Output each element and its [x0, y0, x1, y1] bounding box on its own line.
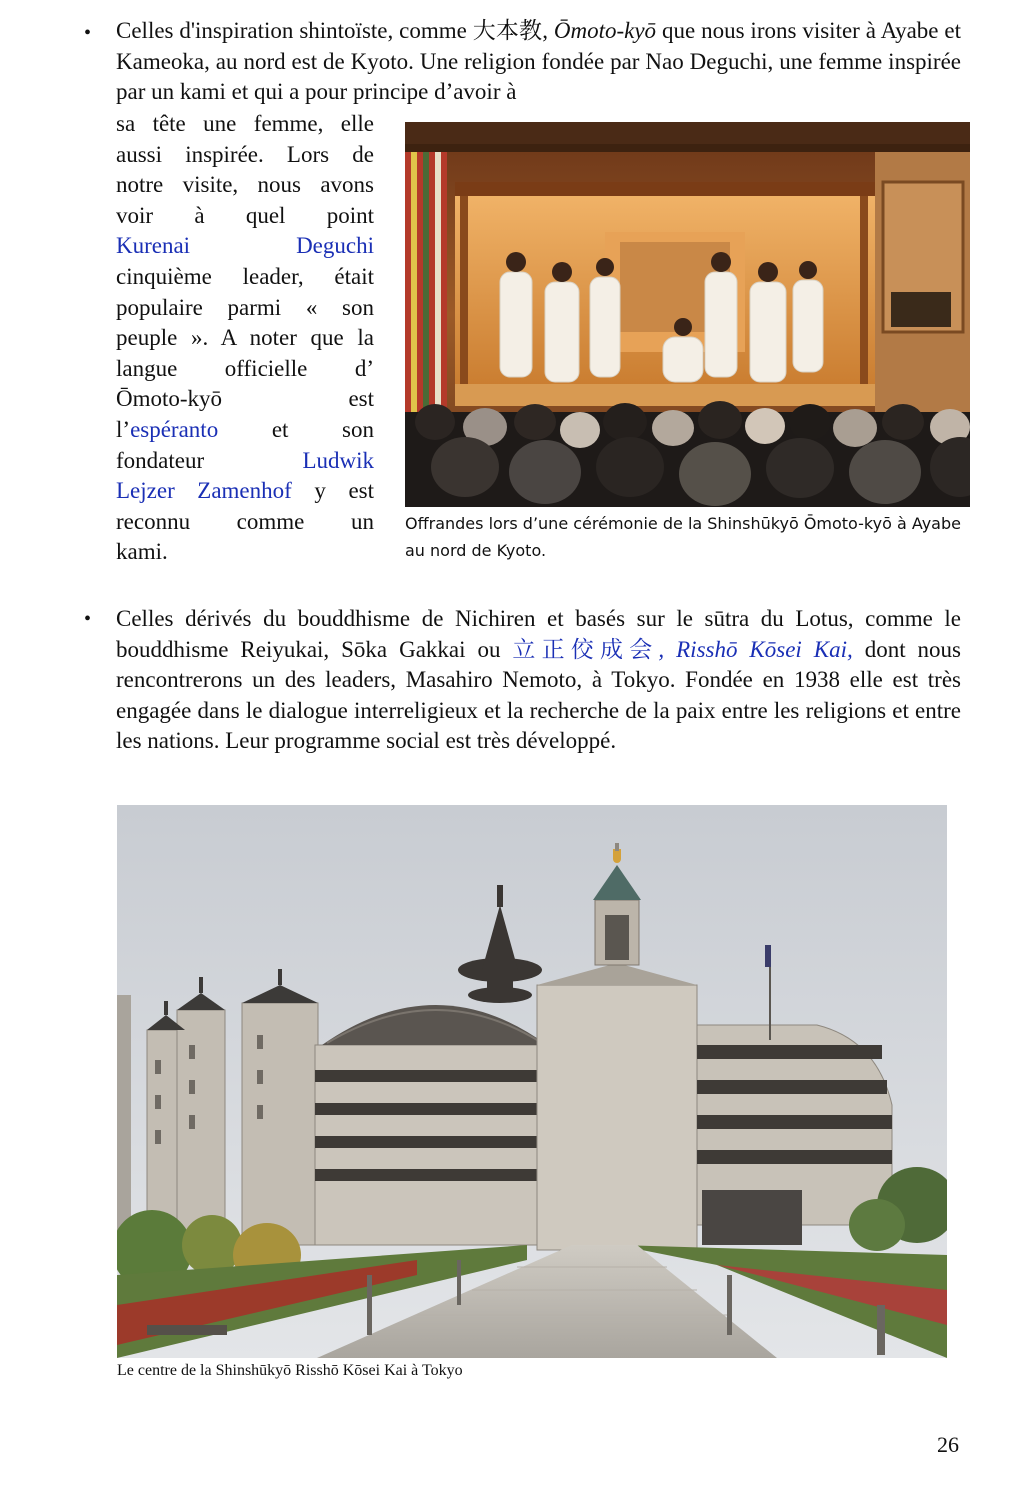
- column-line: [116, 476, 374, 507]
- link-lejzer-zamenhof[interactable]: Lejzer Zamenhof: [116, 478, 292, 504]
- column-line: Ōmoto-kyō est: [116, 386, 374, 412]
- building-photo: [117, 805, 947, 1358]
- ceremony-photo: [405, 122, 970, 507]
- text-span: Celles d'inspiration shintoïste, comme: [116, 18, 473, 43]
- link-rissho-kosei-kai[interactable]: , Risshō Kōsei Kai,: [658, 636, 853, 662]
- bullet-marker: •: [84, 608, 92, 630]
- text-span: y est: [291, 478, 374, 504]
- column-line: kami.: [116, 539, 168, 565]
- column-line: voir à quel point: [116, 202, 374, 228]
- column-line: peuple ». A noter que la: [116, 325, 374, 351]
- building-photo-illustration: [117, 805, 947, 1358]
- column-line: [116, 415, 374, 446]
- text-span: que nous irons visiter à Ayabe et Kameoka, au nord est de Kyoto. Une religion fondée par Nao Deguchi, une femme inspirée par un kami et qui a pour principe d’avoir à: [116, 18, 961, 105]
- kanji-omotokyo: 大本教: [472, 18, 543, 44]
- text-span: et son: [218, 416, 374, 442]
- ceremony-photo-illustration: [405, 122, 970, 507]
- column-line: populaire parmi « son: [116, 294, 374, 320]
- column-line: reconnu comme un: [116, 508, 374, 534]
- side-column-text: [116, 109, 374, 568]
- text-span: l’: [116, 416, 131, 442]
- text-span: ,: [542, 18, 554, 43]
- column-line: aussi inspirée. Lors de: [116, 141, 374, 167]
- column-line: langue officielle d’: [116, 355, 374, 381]
- paragraph-omoto-intro: [116, 16, 961, 108]
- text-span: Celles dérivés du bouddhisme de Nichiren et basés sur le sūtra du Lotus, comme le bouddhisme Reiyukai, Sōka Gakkai ou: [116, 606, 961, 662]
- page-number: 26: [937, 1432, 959, 1457]
- column-line: cinquième leader, était: [116, 263, 374, 289]
- text-span: fondateur: [116, 447, 303, 473]
- ceremony-photo-caption: Offrandes lors d’une cérémonie de la Shinshūkyō Ōmoto-kyō à Ayabe au nord de Kyoto.: [405, 514, 961, 560]
- column-line: [116, 446, 374, 477]
- column-line: sa tête une femme, elle: [116, 111, 374, 136]
- text-span: dont nous rencontrerons un des leaders, Masahiro Nemoto, à Tokyo. Fondée en 1938 elle est très engagée dans le dialogue interreligieux et la recherche de la paix entre les religions et entre les nations. Leur programme social est très développé.: [116, 636, 961, 754]
- link-rissho-kosei-kai-kanji[interactable]: 立正佼成会: [512, 636, 659, 663]
- link-esperanto[interactable]: espéranto: [130, 416, 219, 442]
- link-ludwik[interactable]: Ludwik: [302, 447, 374, 473]
- column-line: notre visite, nous avons: [116, 172, 374, 198]
- building-photo-caption: Le centre de la Shinshūkyō Risshō Kōsei Kai à Tokyo: [117, 1362, 463, 1379]
- paragraph-nichiren: [116, 604, 961, 757]
- link-kurenai-deguchi[interactable]: Kurenai Deguchi: [116, 233, 374, 259]
- bullet-marker: •: [84, 22, 92, 44]
- name-omotokyo: Ōmoto-kyō: [553, 18, 657, 43]
